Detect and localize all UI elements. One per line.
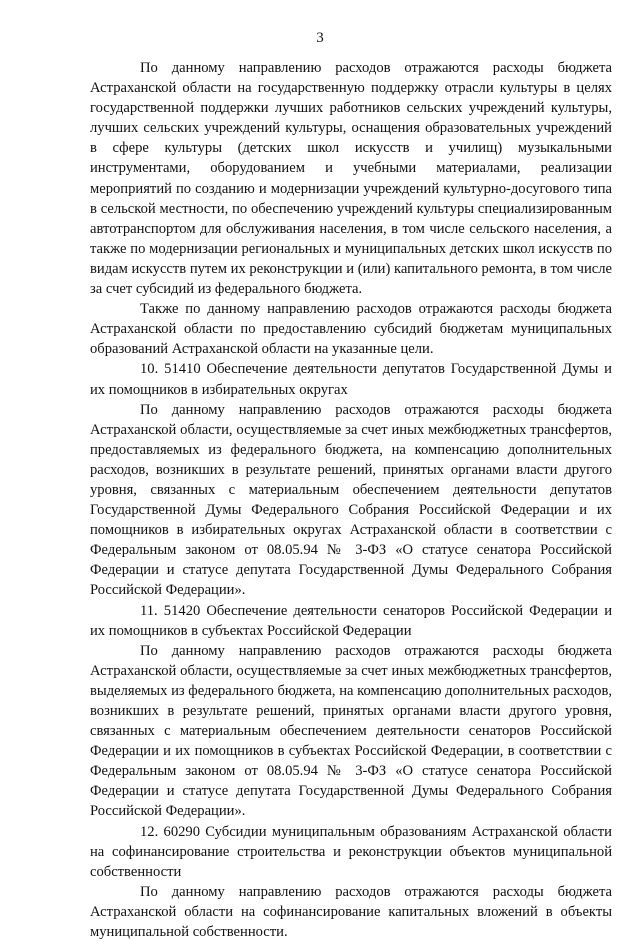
section-heading-60290: 12. 60290 Субсидии муниципальным образованиям Астраханской области на софинансирование строительства и реконструкции объектов муниципальной собственности (90, 823, 612, 880)
section-heading-51410: 10. 51410 Обеспечение деятельности депутатов Государственной Думы и их помощников в избирательных округах (90, 361, 612, 398)
paragraph-duma-deputies: По данному направлению расходов отражаются расходы бюджета Астраханской области, осуществляемые за счет иных межбюджетных трансфертов, предоставляемых из федерального бюджета, на компенсацию дополнительных расходов, возникших в результате решений, принятых органами власти другого уровня, связанных с материальным обеспечением деятельности депутатов Государственной Думы Федерального Собрания Российской Федерации и их помощников в избирательных округах Астраханской области в соответствии с Федеральным законом от 08.05.94 № 3-ФЗ «О статусе сенатора Российской Федерации и статусе депутата Государственной Думы Федерального Собрания Российской Федерации». (90, 401, 612, 599)
paragraph-capital-investments: По данному направлению расходов отражаются расходы бюджета Астраханской области на софинансирование капитальных вложений в объекты муниципальной собственности. (90, 883, 612, 941)
page-number: 3 (316, 30, 324, 46)
paragraph-senators: По данному направлению расходов отражаются расходы бюджета Астраханской области, осуществляемые за счет иных межбюджетных трансфертов, выделяемых из федерального бюджета, на компенсацию дополнительных расходов, возникших в результате решений, принятых органами власти другого уровня, связанных с материальным обеспечением деятельности сенаторов Российской Федерации и их помощников в субъектах Российской Федерации, в соответствии с Федеральным законом от 08.05.94 № 3-ФЗ «О статусе сенатора Российской Федерации и статусе депутата Государственной Думы Федерального Собрания Российской Федерации». (90, 642, 612, 820)
section-heading-51420: 11. 51420 Обеспечение деятельности сенаторов Российской Федерации и их помощников в субъектах Российской Федерации (90, 602, 612, 639)
paragraph-municipal-subsidies: Также по данному направлению расходов отражаются расходы бюджета Астраханской области по предоставлению субсидий бюджетам муниципальных образований Астраханской области на указанные цели. (90, 301, 612, 358)
document-body (90, 58, 612, 942)
paragraph-culture-support: По данному направлению расходов отражаются расходы бюджета Астраханской области на государственную поддержку отрасли культуры в целях государственной поддержки лучших работников сельских учреждений культуры, лучших сельских учреждений культуры, оснащения образовательных учреждений в сфере культуры (детских школ искусств и училищ) музыкальными инструментами, оборудованием и учебными материалами, реализации мероприятий по созданию и модернизации учреждений культурно-досугового типа в сельской местности, по обеспечению учреждений культуры специализированным автотранспортом для обслуживания населения, в том числе сельского населения, а также по модернизации региональных и муниципальных детских школ искусств по видам искусств путем их реконструкции и (или) капитального ремонта, в том числе за счет субсидий из федерального бюджета. (90, 60, 612, 298)
